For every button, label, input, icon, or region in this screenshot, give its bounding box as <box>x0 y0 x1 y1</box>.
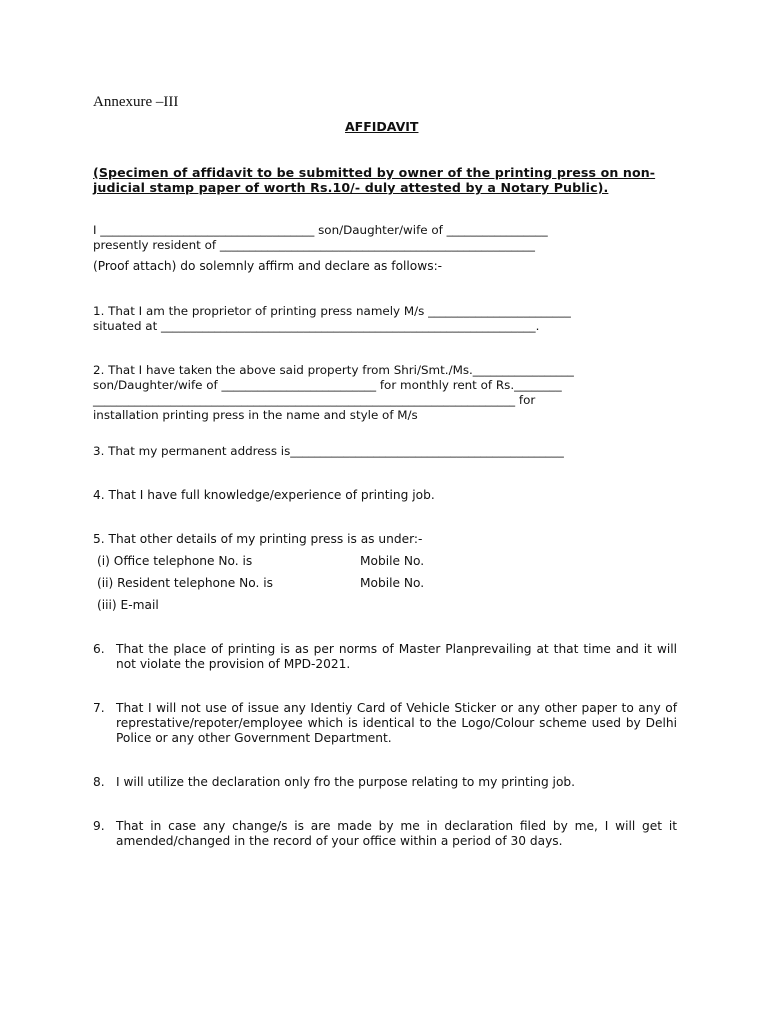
list-item-8 <box>93 775 677 790</box>
item-number: 6. <box>93 642 105 656</box>
item-text: That I will not use of issue any Identiy Card of Vehicle Sticker or any other paper to any of represtative/repoter/employee which is identical to the Logo/Colour scheme used by Delhi Police or any other Government Department. <box>116 701 677 745</box>
para1-line-1: 1. That I am the proprietor of printing press namely M/s ________________________ <box>93 304 571 318</box>
resident-telephone-label: (ii) Resident telephone No. is <box>97 576 273 590</box>
para2-line-2: son/Daughter/wife of __________________________ for monthly rent of Rs.________ <box>93 378 562 392</box>
document-title: AFFIDAVIT <box>345 119 419 134</box>
email-label: (iii) E-mail <box>97 598 159 612</box>
para1-line-2: situated at _______________________________________________________________. <box>93 319 540 333</box>
list-item-6 <box>93 642 677 672</box>
item-text: That in case any change/s is are made by me in declaration filed by me, I will get it amended/changed in the record of your office within a period of 30 days. <box>116 819 677 848</box>
para2-line-3: _______________________________________________________________________ for <box>93 393 536 407</box>
para3-permanent-address: 3. That my permanent address is______________________________________________ <box>93 444 564 458</box>
office-mobile-label: Mobile No. <box>360 554 425 568</box>
para2-line-1: 2. That I have taken the above said property from Shri/Smt./Ms._________________ <box>93 363 574 377</box>
list-item-7 <box>93 701 677 746</box>
subtitle-line-1: (Specimen of affidavit to be submitted by owner of the printing press on non- <box>93 165 656 180</box>
list-item-9 <box>93 819 677 849</box>
item-number: 9. <box>93 819 105 833</box>
para5-heading: 5. That other details of my printing press is as under:- <box>93 532 423 546</box>
item-text: That the place of printing is as per norms of Master Planprevailing at that time and it will not violate the provision of MPD-2021. <box>116 642 677 671</box>
item-number: 7. <box>93 701 105 715</box>
intro-line-2: presently resident of _____________________________________________________ <box>93 238 535 252</box>
item-text: I will utilize the declaration only fro the purpose relating to my printing job. <box>116 775 576 789</box>
intro-line-1: I ____________________________________ son/Daughter/wife of _________________ <box>93 223 548 237</box>
item-number: 8. <box>93 775 105 789</box>
para4-experience: 4. That I have full knowledge/experience of printing job. <box>93 488 435 502</box>
intro-line-3: (Proof attach) do solemnly affirm and declare as follows:- <box>93 259 443 273</box>
annexure-label: Annexure –III <box>93 94 179 110</box>
office-telephone-label: (i) Office telephone No. is <box>97 554 253 568</box>
resident-mobile-label: Mobile No. <box>360 576 425 590</box>
subtitle-line-2: judicial stamp paper of worth Rs.10/- duly attested by a Notary Public). <box>93 180 609 195</box>
para2-line-4: installation printing press in the name and style of M/s <box>93 408 418 422</box>
